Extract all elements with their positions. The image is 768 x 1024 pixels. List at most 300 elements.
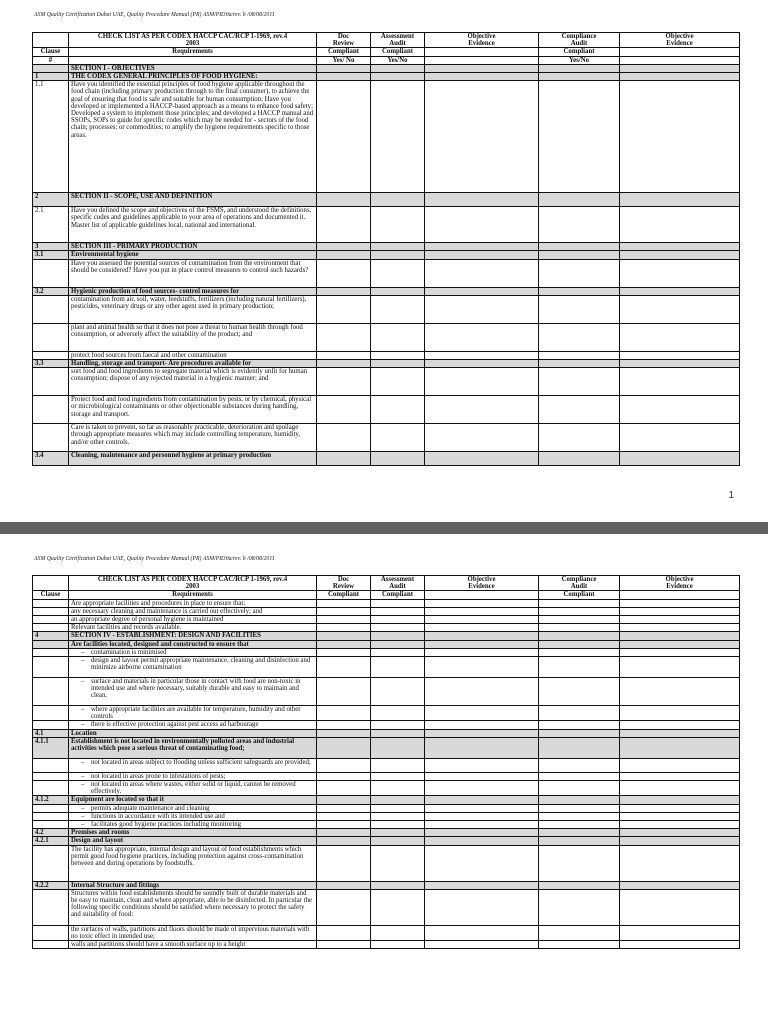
compliance-audit-cell[interactable] (539, 73, 620, 81)
assessment-audit-cell[interactable] (371, 193, 425, 207)
assessment-audit-cell[interactable] (371, 925, 425, 940)
clause-cell: 3 (33, 243, 69, 251)
objective-evidence-cell[interactable] (425, 452, 539, 466)
requirement-cell (69, 941, 317, 949)
requirement-cell (69, 452, 317, 466)
objective-evidence-cell-2[interactable] (620, 81, 740, 193)
doc-review-cell[interactable] (317, 845, 371, 881)
requirement-cell (69, 624, 317, 632)
compliance-audit-cell[interactable] (539, 287, 620, 295)
objective-evidence-cell-2[interactable] (620, 73, 740, 81)
doc-review-cell[interactable] (317, 640, 371, 648)
blank-header (425, 56, 539, 64)
requirement-row (33, 941, 740, 949)
objective-evidence-cell[interactable] (425, 81, 539, 193)
requirement-row (33, 424, 740, 452)
doc-review-cell[interactable] (317, 396, 371, 424)
doc-review-cell[interactable] (317, 772, 371, 780)
objective-evidence-cell[interactable] (425, 323, 539, 351)
compliance-audit-cell[interactable] (539, 925, 620, 940)
objective-evidence-cell-2[interactable] (620, 889, 740, 925)
objective-evidence-cell[interactable] (425, 259, 539, 287)
requirement-text: Structures within food establishments should be soundly built of durable materials and be easy to maintain, clean and where appropriate, able to be disinfected. In particular the following specific conditions should be satisfied where necessary to protect the safety and suitability of food: (71, 889, 312, 919)
doc-review-cell[interactable] (317, 207, 371, 243)
clause-cell (33, 624, 69, 632)
section-row (33, 640, 740, 648)
doc-review-cell[interactable] (317, 889, 371, 925)
compliance-audit-header (539, 576, 620, 591)
compliance-audit-cell[interactable] (539, 251, 620, 259)
clause-cell: 4.1.1 (33, 737, 69, 758)
clause-cell (33, 678, 69, 706)
compliance-audit-cell[interactable] (539, 323, 620, 351)
assessment-audit-cell[interactable] (371, 781, 425, 796)
doc-review-cell[interactable] (317, 837, 371, 845)
doc-review-cell[interactable] (317, 616, 371, 624)
requirement-row (33, 845, 740, 881)
assessment-audit-cell[interactable] (371, 452, 425, 466)
assessment-audit-cell[interactable] (371, 259, 425, 287)
compliance-label-2: Audit (570, 40, 588, 48)
objective-evidence-cell[interactable] (425, 881, 539, 889)
objective-evidence-cell-2[interactable] (620, 351, 740, 359)
clause-header: Clause (33, 591, 69, 599)
objective-evidence-cell-2[interactable] (620, 632, 740, 640)
compliance-audit-cell[interactable] (539, 207, 620, 243)
requirement-cell (69, 259, 317, 287)
doc-review-cell[interactable] (317, 424, 371, 452)
compliance-audit-cell[interactable] (539, 889, 620, 925)
objective-evidence-cell[interactable] (425, 607, 539, 615)
objective-evidence-cell[interactable] (425, 772, 539, 780)
objective-evidence-cell-2[interactable] (620, 624, 740, 632)
doc-review-cell[interactable] (317, 758, 371, 772)
doc-review-cell[interactable] (317, 295, 371, 323)
objective-evidence-cell[interactable] (425, 729, 539, 737)
compliance-audit-cell[interactable] (539, 616, 620, 624)
objective-evidence-cell[interactable] (425, 616, 539, 624)
compliance-audit-cell[interactable] (539, 881, 620, 889)
compliance-audit-cell[interactable] (539, 845, 620, 881)
objective-evidence-cell[interactable] (425, 251, 539, 259)
objective-evidence-cell[interactable] (425, 243, 539, 251)
assessment-audit-cell[interactable] (371, 729, 425, 737)
doc-review-cell[interactable] (317, 648, 371, 656)
assessment-audit-cell[interactable] (371, 81, 425, 193)
requirement-row (33, 925, 740, 940)
clause-cell (33, 64, 69, 72)
doc-review-cell[interactable] (317, 243, 371, 251)
objective-evidence-cell[interactable] (425, 845, 539, 881)
assessment-compliant-header: Compliant (371, 48, 425, 56)
objective-evidence-cell-2[interactable] (620, 616, 740, 624)
requirement-cell (69, 243, 317, 251)
doc-review-cell[interactable] (317, 706, 371, 721)
doc-review-cell[interactable] (317, 796, 371, 804)
objective-evidence-cell[interactable] (425, 804, 539, 812)
objective-evidence-cell[interactable] (425, 648, 539, 656)
doc-review-cell[interactable] (317, 193, 371, 207)
bullet-dash-icon: – (81, 657, 85, 665)
clause-cell (33, 599, 69, 607)
assessment-audit-cell[interactable] (371, 706, 425, 721)
doc-review-cell[interactable] (317, 251, 371, 259)
objective-evidence-cell[interactable] (425, 360, 539, 368)
objective-evidence-cell-2[interactable] (620, 295, 740, 323)
objective-evidence-cell[interactable] (425, 721, 539, 729)
bullet-dash-icon: – (81, 758, 85, 766)
objective-evidence-cell-2[interactable] (620, 323, 740, 351)
assessment-audit-cell[interactable] (371, 64, 425, 72)
page-number: 1 (728, 490, 734, 501)
requirement-text: where appropriate facilities are available for temperature, humidity and other controls (91, 706, 301, 721)
requirement-text: walls and partitions should have a smooth surface up to a height (71, 941, 246, 949)
assessment-audit-cell[interactable] (371, 941, 425, 949)
assessment-audit-cell[interactable] (371, 368, 425, 396)
objective-evidence-cell[interactable] (425, 599, 539, 607)
table-subheader-row-2 (33, 56, 740, 64)
compliance-audit-cell[interactable] (539, 706, 620, 721)
compliance-audit-cell[interactable] (539, 678, 620, 706)
compliance-audit-cell[interactable] (539, 295, 620, 323)
doc-review-cell[interactable] (317, 812, 371, 820)
doc-review-header (317, 33, 371, 48)
compliance-audit-cell[interactable] (539, 821, 620, 829)
objective-evidence-cell[interactable] (425, 837, 539, 845)
compliance-compliant-header: Compliant (539, 591, 620, 599)
doc-review-cell[interactable] (317, 607, 371, 615)
assessment-audit-cell[interactable] (371, 73, 425, 81)
requirement-text: Handling, storage and transport- Are procedures available for (71, 360, 252, 368)
assessment-audit-cell[interactable] (371, 657, 425, 678)
objective-evidence-cell-2[interactable] (620, 812, 740, 820)
compliance-audit-cell[interactable] (539, 193, 620, 207)
requirement-text: functions in accordance with its intended use and (91, 812, 225, 820)
doc-review-cell[interactable] (317, 737, 371, 758)
compliance-audit-cell[interactable] (539, 632, 620, 640)
compliance-audit-cell[interactable] (539, 368, 620, 396)
compliance-audit-cell[interactable] (539, 424, 620, 452)
assessment-audit-cell[interactable] (371, 640, 425, 648)
section-row (33, 829, 740, 837)
compliance-audit-cell[interactable] (539, 360, 620, 368)
compliance-audit-cell[interactable] (539, 624, 620, 632)
table-subheader-row (33, 48, 740, 56)
doc-review-cell[interactable] (317, 941, 371, 949)
assessment-audit-cell[interactable] (371, 295, 425, 323)
doc-review-cell[interactable] (317, 599, 371, 607)
objective-evidence-cell[interactable] (425, 624, 539, 632)
doc-review-cell[interactable] (317, 81, 371, 193)
objective-evidence-cell[interactable] (425, 706, 539, 721)
compliance-audit-cell[interactable] (539, 729, 620, 737)
objective-evidence-cell-2[interactable] (620, 845, 740, 881)
doc-review-cell[interactable] (317, 781, 371, 796)
assessment-audit-cell[interactable] (371, 678, 425, 706)
objective-evidence-cell-2[interactable] (620, 207, 740, 243)
objective-evidence-cell[interactable] (425, 73, 539, 81)
objective-evidence-cell-2[interactable] (620, 796, 740, 804)
assessment-audit-cell[interactable] (371, 796, 425, 804)
compliance-audit-cell[interactable] (539, 758, 620, 772)
compliance-audit-cell[interactable] (539, 837, 620, 845)
compliance-audit-cell[interactable] (539, 721, 620, 729)
objective-evidence-cell[interactable] (425, 64, 539, 72)
doc-review-cell[interactable] (317, 259, 371, 287)
objective-evidence-cell-2[interactable] (620, 781, 740, 796)
requirement-row (33, 323, 740, 351)
assessment-audit-cell[interactable] (371, 616, 425, 624)
objective-evidence-cell[interactable] (425, 657, 539, 678)
requirement-text: plant and animal health so that it does not pose a threat to human health through food consumption, or adversely affect the suitability of the product; and (71, 323, 303, 339)
objective-evidence-cell-2[interactable] (620, 706, 740, 721)
blank-header (425, 48, 539, 56)
assessment-audit-cell[interactable] (371, 881, 425, 889)
doc-review-cell[interactable] (317, 729, 371, 737)
objective-evidence-cell-2[interactable] (620, 829, 740, 837)
objective-evidence-cell[interactable] (425, 351, 539, 359)
objective-evidence-cell[interactable] (425, 758, 539, 772)
objective-evidence-cell-2[interactable] (620, 396, 740, 424)
objective-evidence-cell-2[interactable] (620, 368, 740, 396)
assessment-audit-cell[interactable] (371, 624, 425, 632)
doc-review-cell[interactable] (317, 452, 371, 466)
objective-evidence-cell[interactable] (425, 632, 539, 640)
clause-cell (33, 351, 69, 359)
objective-evidence-header-2 (620, 576, 740, 591)
assessment-audit-cell[interactable] (371, 251, 425, 259)
clause-cell: 3.1 (33, 251, 69, 259)
assessment-audit-cell[interactable] (371, 360, 425, 368)
requirement-cell (69, 424, 317, 452)
compliance-audit-cell[interactable] (539, 829, 620, 837)
table-subheader-row (33, 591, 740, 599)
objective-evidence-cell[interactable] (425, 193, 539, 207)
compliance-audit-cell[interactable] (539, 64, 620, 72)
requirement-row (33, 772, 740, 780)
requirement-row (33, 781, 740, 796)
objective-evidence-cell-2[interactable] (620, 657, 740, 678)
requirement-cell (69, 360, 317, 368)
objective-evidence-cell[interactable] (425, 829, 539, 837)
objective-evidence-cell-2[interactable] (620, 737, 740, 758)
objective-evidence-header (425, 576, 539, 591)
objective-evidence-cell-2[interactable] (620, 599, 740, 607)
assessment-audit-cell[interactable] (371, 821, 425, 829)
objective-evidence-cell-2[interactable] (620, 424, 740, 452)
bullet-dash-icon: – (81, 772, 85, 780)
compliance-audit-cell[interactable] (539, 812, 620, 820)
requirement-text: design and layout permit appropriate maintenance, cleaning and disinfection and minimize airborne contamination (91, 657, 311, 672)
objective-evidence-cell[interactable] (425, 781, 539, 796)
objective-evidence-cell[interactable] (425, 812, 539, 820)
assessment-audit-cell[interactable] (371, 889, 425, 925)
clause-cell (33, 368, 69, 396)
objective-evidence-cell-2[interactable] (620, 648, 740, 656)
bullet-dash-icon: – (81, 821, 85, 829)
objective-evidence-cell[interactable] (425, 640, 539, 648)
bullet-dash-icon: – (81, 648, 85, 656)
clause-cell (33, 804, 69, 812)
assessment-audit-cell[interactable] (371, 648, 425, 656)
objective-evidence-cell-2[interactable] (620, 452, 740, 466)
compliance-audit-cell[interactable] (539, 396, 620, 424)
doc-review-cell[interactable] (317, 287, 371, 295)
doc-review-cell[interactable] (317, 323, 371, 351)
doc-review-cell[interactable] (317, 925, 371, 940)
objective-evidence-cell-2[interactable] (620, 251, 740, 259)
assessment-audit-cell[interactable] (371, 737, 425, 758)
requirement-cell (69, 796, 317, 804)
compliance-audit-cell[interactable] (539, 452, 620, 466)
objective-evidence-cell-2[interactable] (620, 193, 740, 207)
requirement-cell (69, 737, 317, 758)
doc-review-cell[interactable] (317, 657, 371, 678)
objective-evidence-cell[interactable] (425, 287, 539, 295)
assessment-audit-cell[interactable] (371, 758, 425, 772)
compliance-audit-cell[interactable] (539, 640, 620, 648)
doc-review-cell[interactable] (317, 351, 371, 359)
objective-evidence-cell[interactable] (425, 737, 539, 758)
assessment-audit-cell[interactable] (371, 424, 425, 452)
objective-evidence-cell[interactable] (425, 295, 539, 323)
clause-cell: 4.1.2 (33, 796, 69, 804)
compliance-audit-cell[interactable] (539, 599, 620, 607)
objective-evidence-cell-2[interactable] (620, 287, 740, 295)
clause-cell: 4.2 (33, 829, 69, 837)
compliance-audit-cell[interactable] (539, 259, 620, 287)
compliance-audit-cell[interactable] (539, 772, 620, 780)
requirement-text: the surfaces of walls, partitions and floors should be made of impervious materials with no toxic effect in intended use; (71, 925, 310, 941)
objective-evidence-cell[interactable] (425, 925, 539, 940)
assessment-audit-cell[interactable] (371, 812, 425, 820)
section-row (33, 837, 740, 845)
assessment-audit-cell[interactable] (371, 287, 425, 295)
assessment-audit-cell[interactable] (371, 607, 425, 615)
doc-review-cell[interactable] (317, 829, 371, 837)
section-row (33, 287, 740, 295)
objective-evidence-cell[interactable] (425, 396, 539, 424)
compliance-audit-cell[interactable] (539, 81, 620, 193)
compliance-audit-cell[interactable] (539, 804, 620, 812)
objective-evidence-cell[interactable] (425, 821, 539, 829)
objective-evidence-cell[interactable] (425, 941, 539, 949)
doc-review-cell[interactable] (317, 881, 371, 889)
compliance-audit-cell[interactable] (539, 648, 620, 656)
doc-review-cell[interactable] (317, 368, 371, 396)
assessment-audit-cell[interactable] (371, 599, 425, 607)
objective-evidence-cell-2[interactable] (620, 772, 740, 780)
title-line-2: 2003 (185, 40, 200, 48)
objective-evidence-cell-2[interactable] (620, 243, 740, 251)
objective-evidence-cell-2[interactable] (620, 821, 740, 829)
objective-evidence-cell-2[interactable] (620, 607, 740, 615)
assessment-compliant-header: Compliant (371, 591, 425, 599)
objective-evidence-cell-2[interactable] (620, 881, 740, 889)
compliance-audit-cell[interactable] (539, 351, 620, 359)
compliance-audit-cell[interactable] (539, 781, 620, 796)
doc-review-cell[interactable] (317, 678, 371, 706)
compliance-label-1: Compliance (561, 33, 597, 40)
objective-evidence-cell-2[interactable] (620, 729, 740, 737)
requirement-text: Environmental hygiene (71, 251, 139, 259)
assessment-audit-cell[interactable] (371, 396, 425, 424)
objective-evidence-cell[interactable] (425, 368, 539, 396)
compliance-audit-cell[interactable] (539, 657, 620, 678)
compliance-audit-cell[interactable] (539, 737, 620, 758)
objective-evidence-cell[interactable] (425, 889, 539, 925)
requirement-cell (69, 881, 317, 889)
assessment-audit-cell[interactable] (371, 829, 425, 837)
doc-review-cell[interactable] (317, 73, 371, 81)
assessment-audit-cell[interactable] (371, 243, 425, 251)
objective-evidence-cell-2[interactable] (620, 678, 740, 706)
objective-evidence-cell-2[interactable] (620, 837, 740, 845)
bullet-requirement-cell (69, 781, 317, 796)
assessment-audit-cell[interactable] (371, 837, 425, 845)
objective-evidence-cell-2[interactable] (620, 941, 740, 949)
assessment-audit-cell[interactable] (371, 721, 425, 729)
assessment-audit-cell[interactable] (371, 323, 425, 351)
compliance-audit-cell[interactable] (539, 243, 620, 251)
doc-review-cell[interactable] (317, 624, 371, 632)
assessment-audit-cell[interactable] (371, 804, 425, 812)
objective-evidence-cell-2[interactable] (620, 925, 740, 940)
objective-evidence-cell-2[interactable] (620, 758, 740, 772)
doc-review-cell[interactable] (317, 360, 371, 368)
objective-evidence-cell-2[interactable] (620, 360, 740, 368)
objective-evidence-cell-2[interactable] (620, 640, 740, 648)
compliance-audit-cell[interactable] (539, 941, 620, 949)
requirement-row (33, 821, 740, 829)
assessment-label-2: Audit (389, 583, 406, 591)
doc-review-cell[interactable] (317, 64, 371, 72)
assessment-audit-cell[interactable] (371, 207, 425, 243)
doc-review-cell[interactable] (317, 632, 371, 640)
assessment-audit-cell[interactable] (371, 772, 425, 780)
requirement-row (33, 648, 740, 656)
objective-evidence-cell[interactable] (425, 424, 539, 452)
assessment-audit-cell[interactable] (371, 845, 425, 881)
objective2-label-2: Evidence (666, 583, 693, 591)
doc-review-cell[interactable] (317, 721, 371, 729)
clause-cell (33, 781, 69, 796)
objective-evidence-cell[interactable] (425, 678, 539, 706)
clause-cell: 2 (33, 193, 69, 207)
compliance-label-2: Audit (570, 583, 588, 591)
objective-evidence-cell-2[interactable] (620, 804, 740, 812)
title-line-1: CHECK LIST AS PER CODEX HACCP CAC/RCP 1-1969, rev.4 (97, 33, 288, 40)
assessment-audit-cell[interactable] (371, 632, 425, 640)
requirement-cell (69, 193, 317, 207)
compliance-audit-cell[interactable] (539, 607, 620, 615)
doc-review-cell[interactable] (317, 804, 371, 812)
objective-evidence-cell[interactable] (425, 207, 539, 243)
doc-review-cell[interactable] (317, 821, 371, 829)
objective-evidence-cell[interactable] (425, 796, 539, 804)
assessment-audit-cell[interactable] (371, 351, 425, 359)
objective-evidence-cell-2[interactable] (620, 64, 740, 72)
requirement-text: Design and layout (71, 837, 124, 845)
objective-evidence-cell-2[interactable] (620, 721, 740, 729)
checklist-body-page-2 (33, 599, 740, 949)
bullet-requirement-cell (69, 772, 317, 780)
compliance-audit-cell[interactable] (539, 796, 620, 804)
requirement-text: THE CODEX GENERAL PRINCIPLES OF FOOD HYGIENE: (71, 73, 258, 81)
clause-cell: 1.1 (33, 81, 69, 193)
objective-evidence-cell-2[interactable] (620, 259, 740, 287)
checklist-title (69, 33, 317, 48)
